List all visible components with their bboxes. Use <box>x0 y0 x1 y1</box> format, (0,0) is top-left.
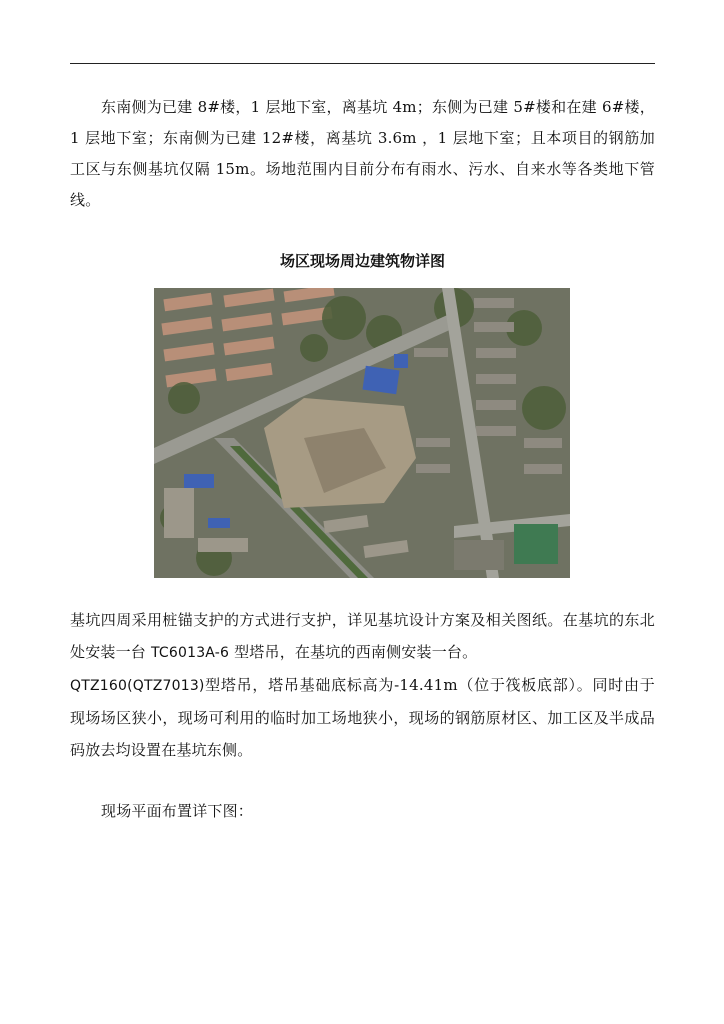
paragraph-surroundings: 东南侧为已建 8#楼，1 层地下室，离基坑 4m；东侧为已建 5#楼和在建 6#楼，1 层地下室；东南侧为已建 12#楼，离基坑 3.6m ，1 层地下室；且本项目的钢筋加工区与东侧基坑仅隔 15m。场地范围内目前分布有雨水、污水、自来水等各类地下管线。 <box>70 98 655 209</box>
support-text-3: 型塔吊，塔吊基础底标高为-14.41m（位于筏板底部）。同时由于现场场区狭小，现场可利用的临时加工场地狭小，现场的钢筋原材区、加工区及半成品码放去均设置在基坑东侧。 <box>70 676 655 759</box>
header-rule <box>70 63 655 64</box>
support-text-2: 型塔吊，在基坑的西南侧安装一台。 <box>229 643 478 661</box>
paragraph-support-and-cranes <box>70 604 655 766</box>
figure-caption: 场区现场周边建筑物详图 <box>279 252 445 270</box>
aerial-site-photo <box>154 288 570 578</box>
crane-model-qtz160: QTZ160(QTZ7013) <box>70 678 205 694</box>
support-text-1: 基坑四周采用桩锚支护的方式进行支护，详见基坑设计方案及相关图纸。在基坑的东北处安装一台 <box>70 611 655 661</box>
crane-model-tc6013: TC6013A-6 <box>150 645 230 661</box>
paragraph-layout-intro: 现场平面布置详下图： <box>101 802 254 820</box>
